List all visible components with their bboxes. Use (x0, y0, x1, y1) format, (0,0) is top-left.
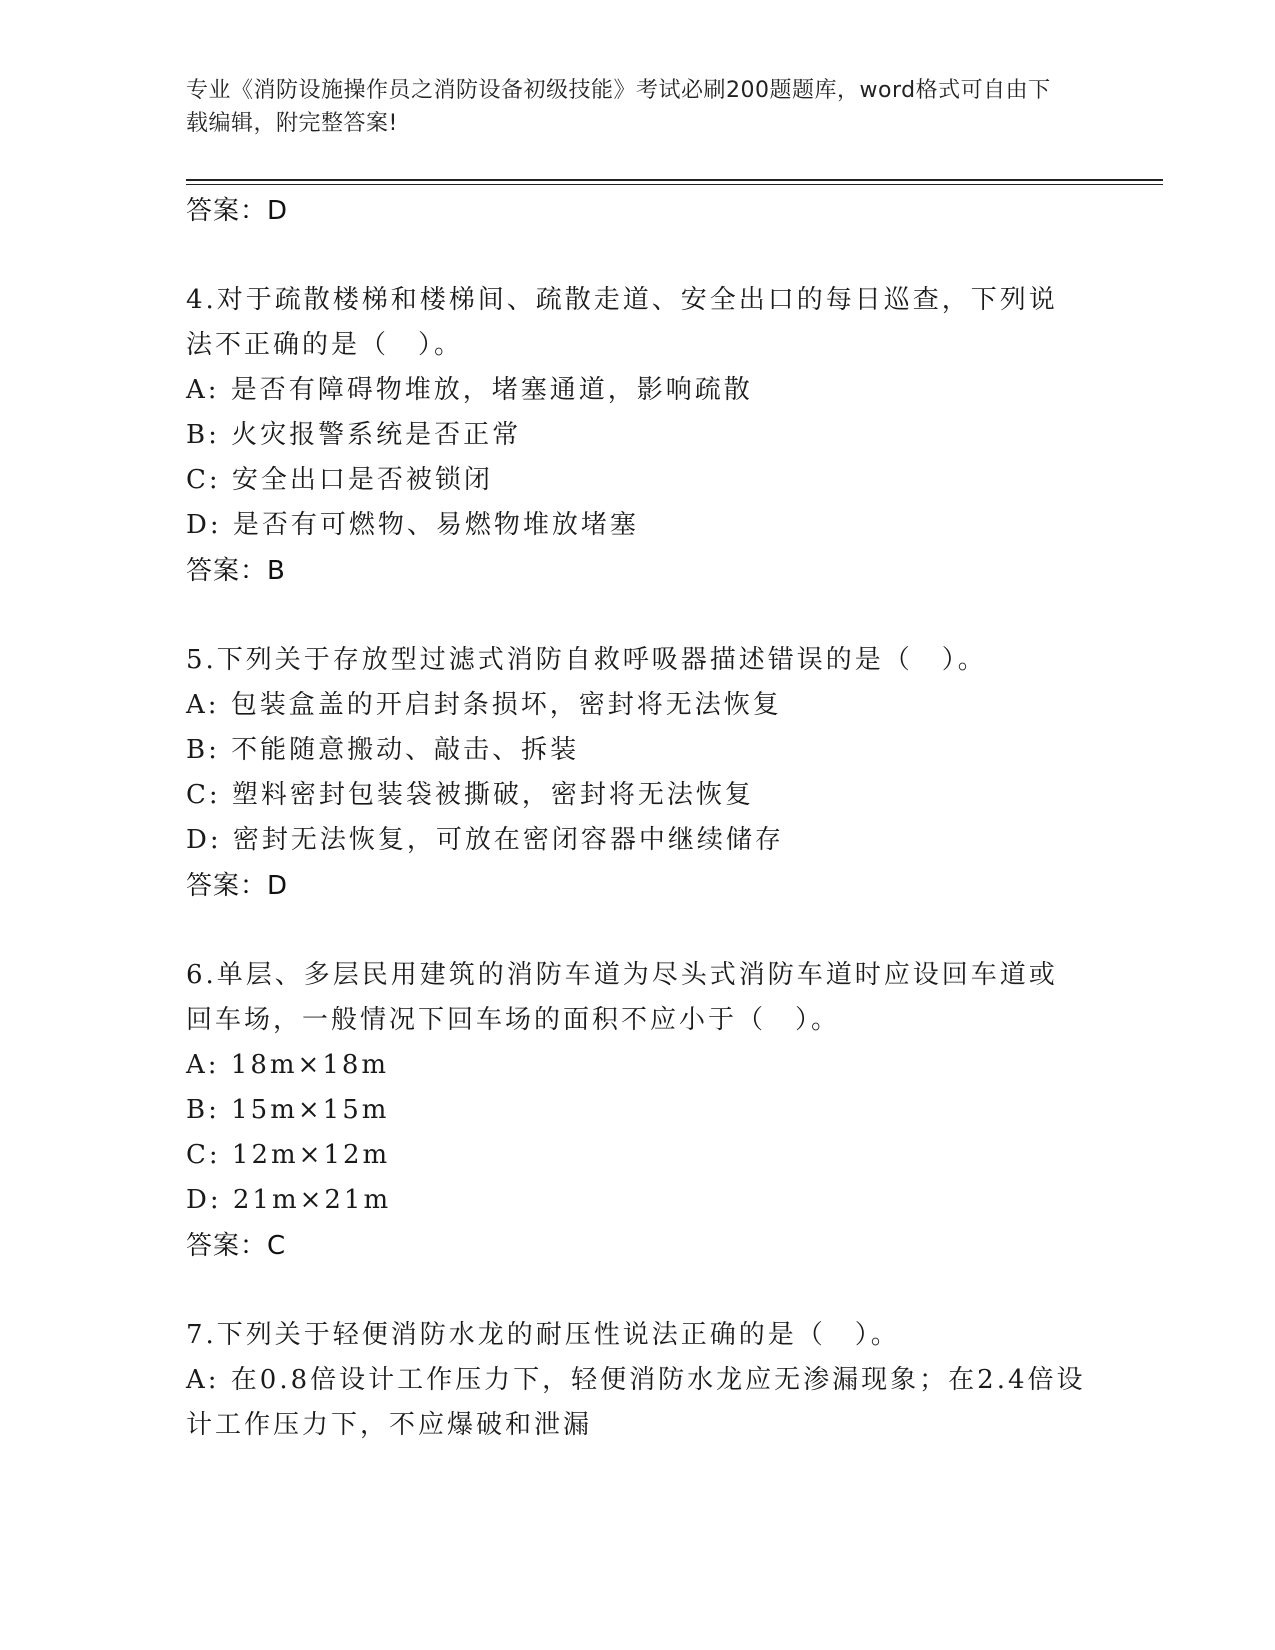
document-body (186, 188, 1086, 1448)
question-text: 6.单层、多层民用建筑的消防车道为尽头式消防车道时应设回车道或回车场，一般情况下回车场的面积不应小于（ ）。 (186, 960, 1058, 1035)
option-d: D: 密封无法恢复，可放在密闭容器中继续储存 (186, 825, 784, 855)
question-text: 7.下列关于轻便消防水龙的耐压性说法正确的是（ ）。 (186, 1320, 900, 1350)
option-d: D: 21m×21m (186, 1185, 392, 1215)
option-a: A: 包装盒盖的开启封条损坏，密封将无法恢复 (186, 690, 782, 720)
document-header: 专业《消防设施操作员之消防设备初级技能》考试必刷200题题库，word格式可自由下载编辑，附完整答案! (186, 78, 1051, 136)
option-b: B: 火灾报警系统是否正常 (186, 420, 522, 450)
option-c: C: 安全出口是否被锁闭 (186, 465, 493, 495)
answer-line: 答案：D (186, 871, 289, 901)
question-text: 5.下列关于存放型过滤式消防自救呼吸器描述错误的是（ ）。 (186, 645, 987, 675)
option-d: D: 是否有可燃物、易燃物堆放堵塞 (186, 510, 639, 540)
question-text: 4.对于疏散楼梯和楼梯间、疏散走道、安全出口的每日巡查，下列说法不正确的是（ ）。 (186, 285, 1058, 360)
question-block (186, 638, 1086, 909)
question-block (186, 278, 1086, 594)
answer-line: 答案：B (186, 556, 286, 586)
answer-line: 答案：D (186, 196, 289, 226)
option-c: C: 塑料密封包装袋被撕破，密封将无法恢复 (186, 780, 754, 810)
header-divider-thick (186, 179, 1163, 181)
option-a: A: 18m×18m (186, 1050, 390, 1080)
question-block (186, 953, 1086, 1269)
option-c: C: 12m×12m (186, 1140, 391, 1170)
option-a: A: 是否有障碍物堆放，堵塞通道，影响疏散 (186, 375, 753, 405)
header-divider-thin (186, 184, 1163, 185)
option-a: A: 在0.8倍设计工作压力下，轻便消防水龙应无渗漏现象；在2.4倍设计工作压力下，不应爆破和泄漏 (186, 1365, 1086, 1440)
question-block (186, 1313, 1086, 1448)
option-b: B: 15m×15m (186, 1095, 390, 1125)
option-b: B: 不能随意搬动、敲击、拆装 (186, 735, 580, 765)
answer-line: 答案：C (186, 1231, 287, 1261)
